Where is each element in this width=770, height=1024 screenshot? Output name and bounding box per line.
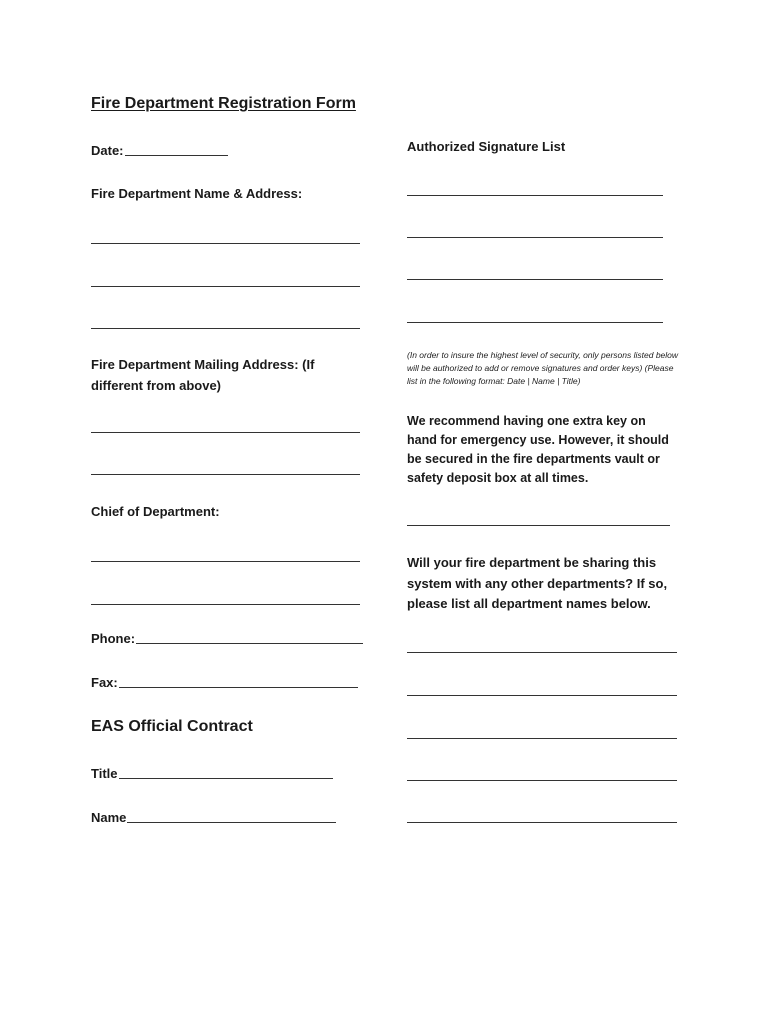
dept-share-line-4[interactable] xyxy=(407,780,677,781)
key-recommendation: We recommend having one extra key on hand for emergency use. However, it should be secured in the fire departments vault or safety deposit box at all times. xyxy=(407,414,669,485)
name-field[interactable] xyxy=(91,810,336,825)
fax-field[interactable] xyxy=(91,675,358,690)
dept-share-line-3[interactable] xyxy=(407,738,677,739)
dept-share-line-5[interactable] xyxy=(407,822,677,823)
signature-line-1[interactable] xyxy=(407,195,663,196)
form-title: Fire Department Registration Form xyxy=(91,95,356,112)
sharing-question: Will your fire department be sharing this system with any other departments? If so, please list all department names below. xyxy=(407,555,668,611)
name-blank[interactable] xyxy=(127,822,336,823)
dept-share-line-2[interactable] xyxy=(407,695,677,696)
dept-address-line-2[interactable] xyxy=(91,286,360,287)
fax-label: Fax: xyxy=(91,675,118,690)
signature-line-3[interactable] xyxy=(407,279,663,280)
signature-line-4[interactable] xyxy=(407,322,663,323)
dept-name-address-label: Fire Department Name & Address: xyxy=(91,186,303,201)
dept-share-line-1[interactable] xyxy=(407,652,677,653)
signature-list-label: Authorized Signature List xyxy=(407,139,566,154)
mailing-address-line-1[interactable] xyxy=(91,432,360,433)
security-note: (In order to insure the highest level of security, only persons listed below will be authorized to add or remove signatures and order keys) (Please list in the following format: Date | Name | Title) xyxy=(407,350,679,386)
chief-line-1[interactable] xyxy=(91,561,360,562)
dept-address-line-3[interactable] xyxy=(91,328,360,329)
date-blank[interactable] xyxy=(125,155,228,156)
fax-blank[interactable] xyxy=(119,687,358,688)
title-field[interactable] xyxy=(91,766,333,781)
phone-label: Phone: xyxy=(91,631,136,646)
phone-blank[interactable] xyxy=(136,643,363,644)
signature-line-2[interactable] xyxy=(407,237,663,238)
chief-line-2[interactable] xyxy=(91,604,360,605)
mailing-address-line-2[interactable] xyxy=(91,474,360,475)
date-label: Date: xyxy=(91,143,124,158)
key-line[interactable] xyxy=(407,525,670,526)
mailing-address-label: Fire Department Mailing Address: (If different from above) xyxy=(91,357,315,393)
title-label: Title xyxy=(91,766,118,781)
eas-heading: EAS Official Contract xyxy=(91,718,253,735)
chief-label: Chief of Department: xyxy=(91,504,220,519)
name-label: Name xyxy=(91,810,127,825)
title-blank[interactable] xyxy=(119,778,334,779)
dept-address-line-1[interactable] xyxy=(91,243,360,244)
phone-field[interactable] xyxy=(91,631,363,646)
date-field[interactable] xyxy=(91,143,228,158)
